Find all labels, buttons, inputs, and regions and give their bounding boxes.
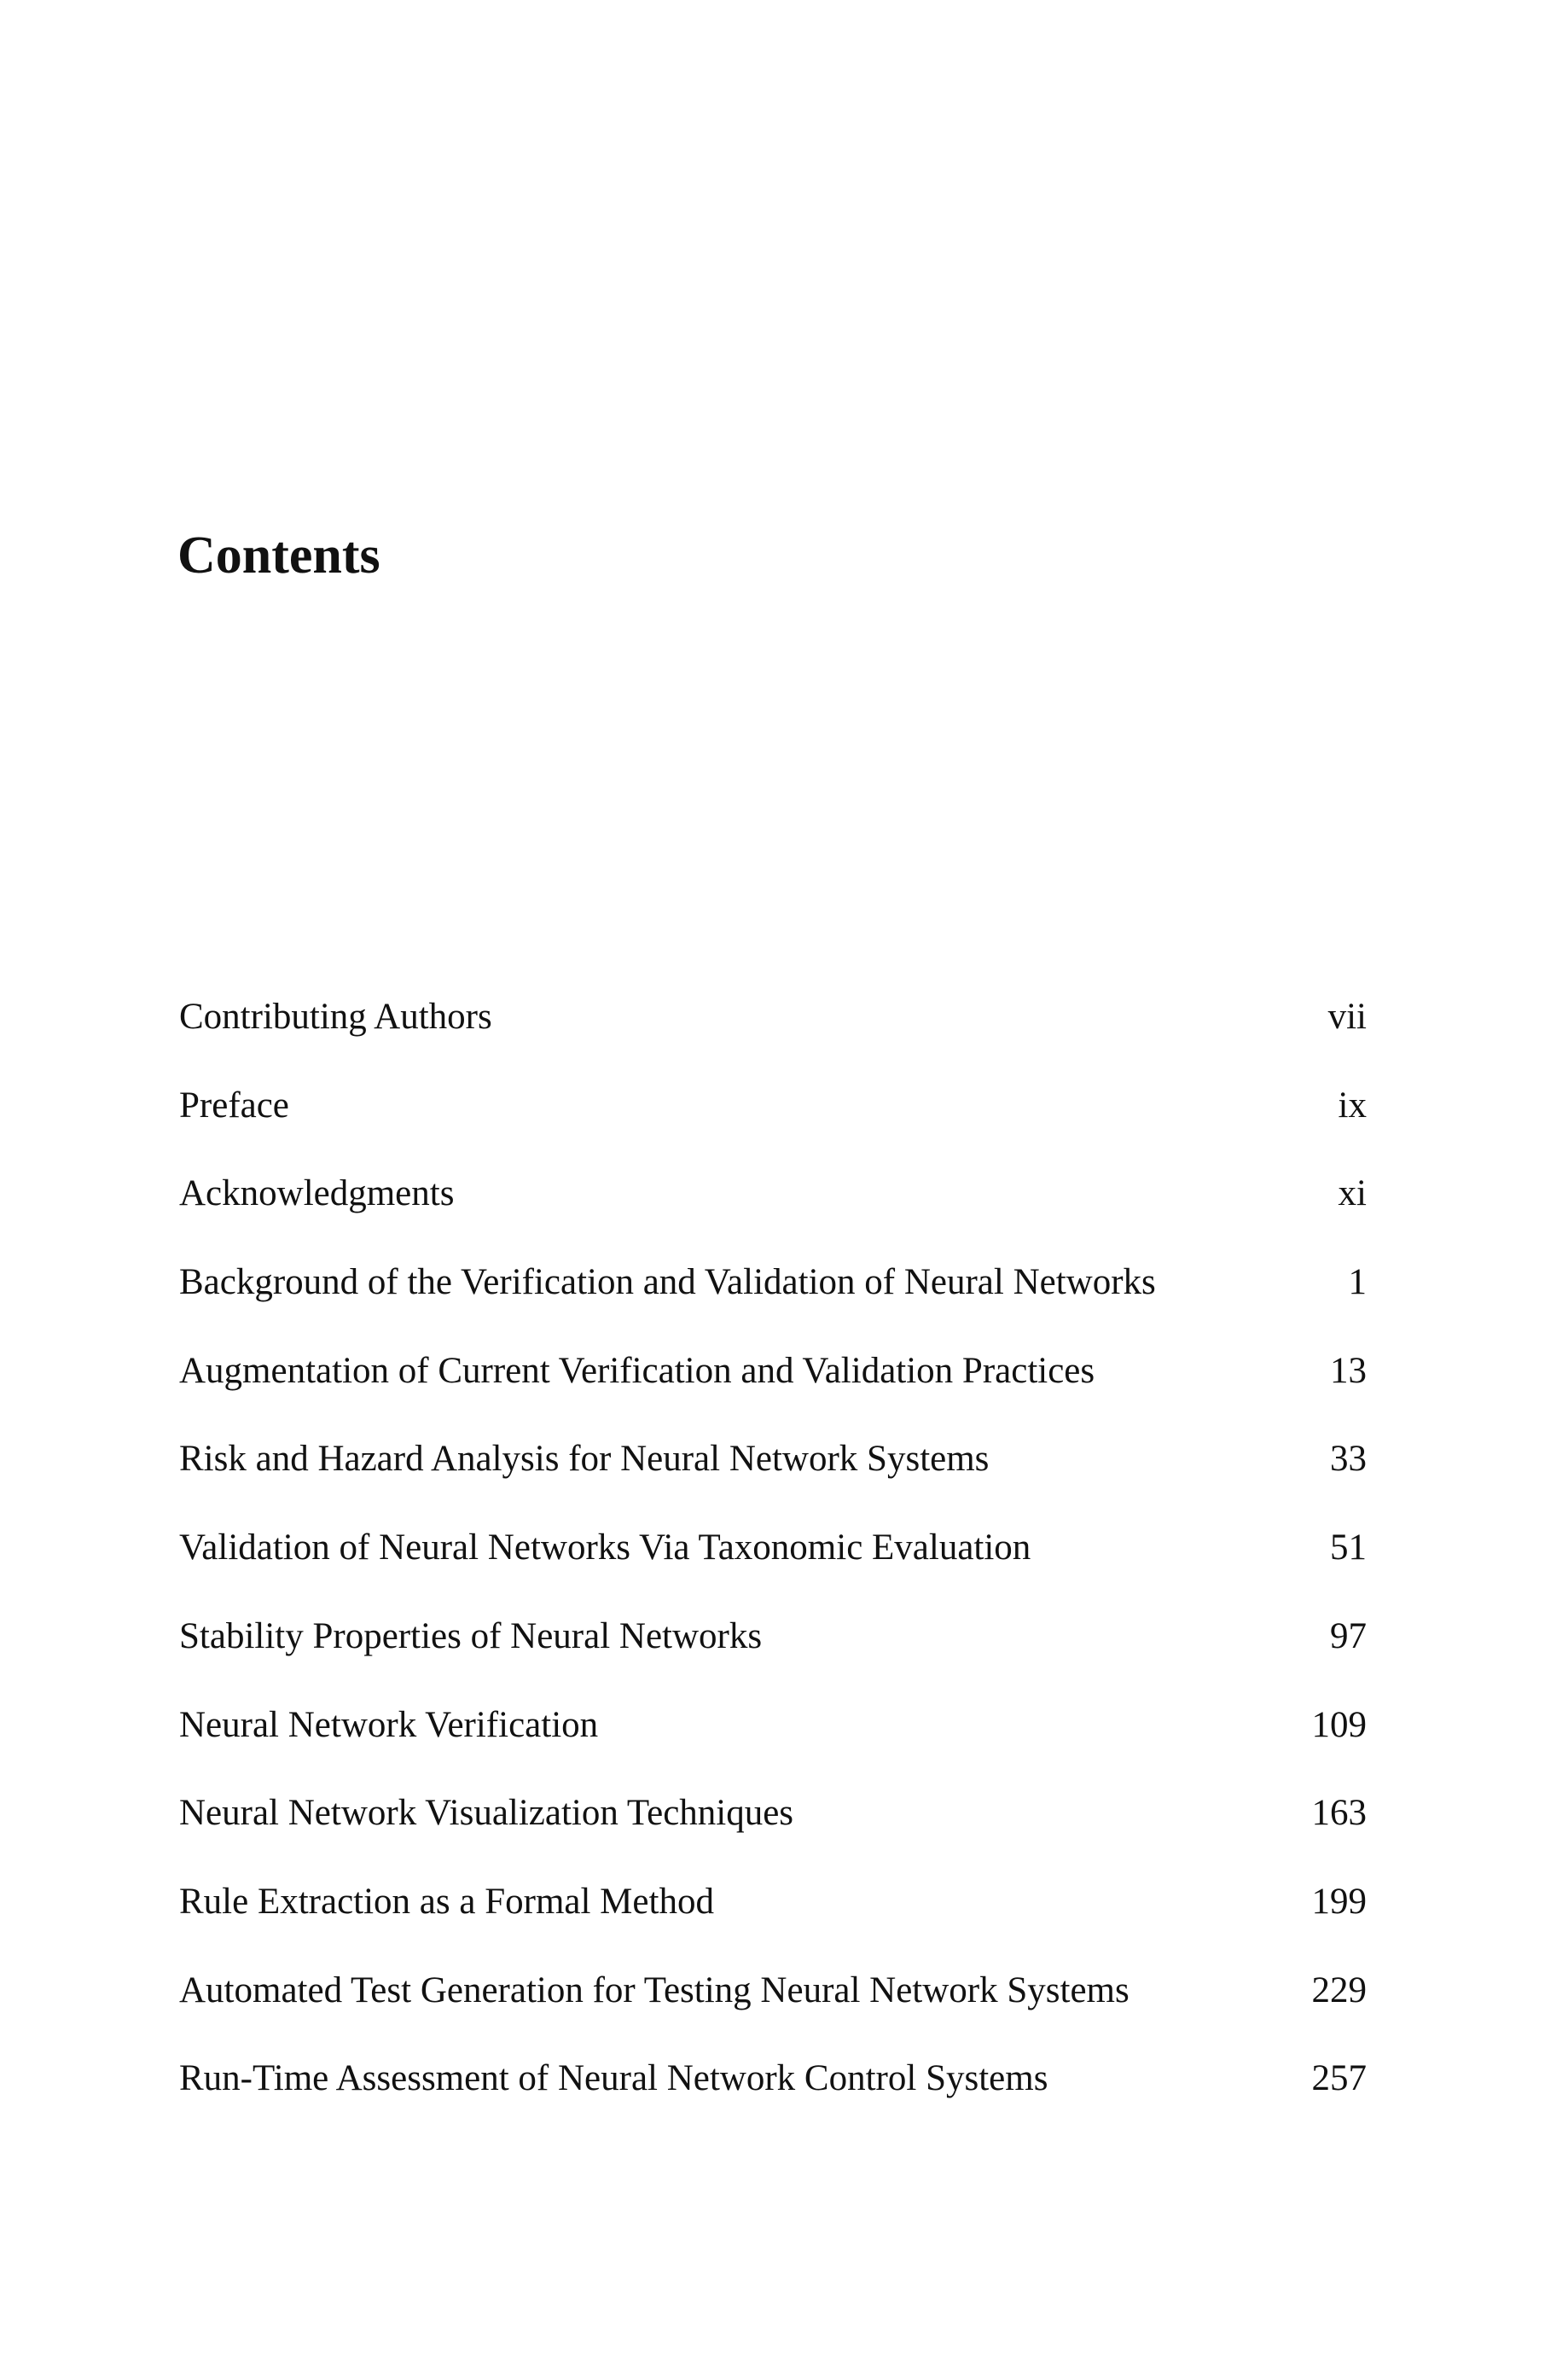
toc-entry-title: Preface — [179, 1085, 289, 1126]
toc-entry-page: xi — [1338, 1173, 1367, 1214]
table-of-contents — [179, 998, 1367, 2149]
toc-entry[interactable] — [179, 1969, 1367, 2061]
toc-entry[interactable] — [179, 1087, 1367, 1176]
toc-entry-title: Acknowledgments — [179, 1173, 455, 1214]
toc-entry-page: 97 — [1330, 1615, 1367, 1656]
toc-entry-page: vii — [1327, 997, 1367, 1037]
toc-entry-page: 229 — [1311, 1969, 1367, 2010]
toc-entry-title: Rule Extraction as a Formal Method — [179, 1881, 714, 1922]
toc-entry-title: Neural Network Verification — [179, 1704, 599, 1745]
toc-entry-page: 51 — [1330, 1527, 1367, 1568]
toc-entry[interactable] — [179, 1175, 1367, 1264]
toc-entry[interactable] — [179, 1440, 1367, 1529]
toc-entry-page: 199 — [1311, 1881, 1367, 1922]
toc-entry-title: Automated Test Generation for Testing Neural Network Systems — [179, 1969, 1130, 2010]
toc-entry[interactable] — [179, 1883, 1367, 1972]
toc-entry[interactable] — [179, 1350, 1367, 1441]
toc-entry-page: 33 — [1330, 1439, 1367, 1480]
toc-entry-title: Risk and Hazard Analysis for Neural Network Systems — [179, 1439, 990, 1480]
toc-entry-title: Run-Time Assessment of Neural Network Control Systems — [179, 2058, 1048, 2099]
page-title: Contents — [177, 527, 380, 585]
toc-entry[interactable] — [179, 998, 1367, 1087]
toc-entry-page: 163 — [1311, 1793, 1367, 1834]
toc-entry-title: Augmentation of Current Verification and Validation Practices — [179, 1350, 1095, 1391]
toc-entry[interactable] — [179, 1264, 1367, 1353]
toc-entry[interactable] — [179, 1795, 1367, 1883]
toc-entry-page: 1 — [1348, 1262, 1367, 1303]
toc-entry[interactable] — [179, 2060, 1367, 2149]
toc-entry-title: Neural Network Visualization Techniques — [179, 1793, 794, 1834]
toc-entry[interactable] — [179, 1529, 1367, 1618]
toc-entry-page: 109 — [1311, 1704, 1367, 1745]
toc-entry-title: Background of the Verification and Validation of Neural Networks — [179, 1262, 1156, 1303]
toc-entry-page: 13 — [1330, 1350, 1367, 1391]
toc-entry[interactable] — [179, 1704, 1367, 1795]
toc-entry-title: Contributing Authors — [179, 997, 492, 1037]
toc-entry-page: ix — [1338, 1085, 1367, 1126]
toc-entry-title: Validation of Neural Networks Via Taxonomic Evaluation — [179, 1527, 1031, 1568]
toc-entry[interactable] — [179, 1615, 1367, 1707]
toc-entry-page: 257 — [1311, 2058, 1367, 2099]
toc-entry-title: Stability Properties of Neural Networks — [179, 1615, 763, 1656]
